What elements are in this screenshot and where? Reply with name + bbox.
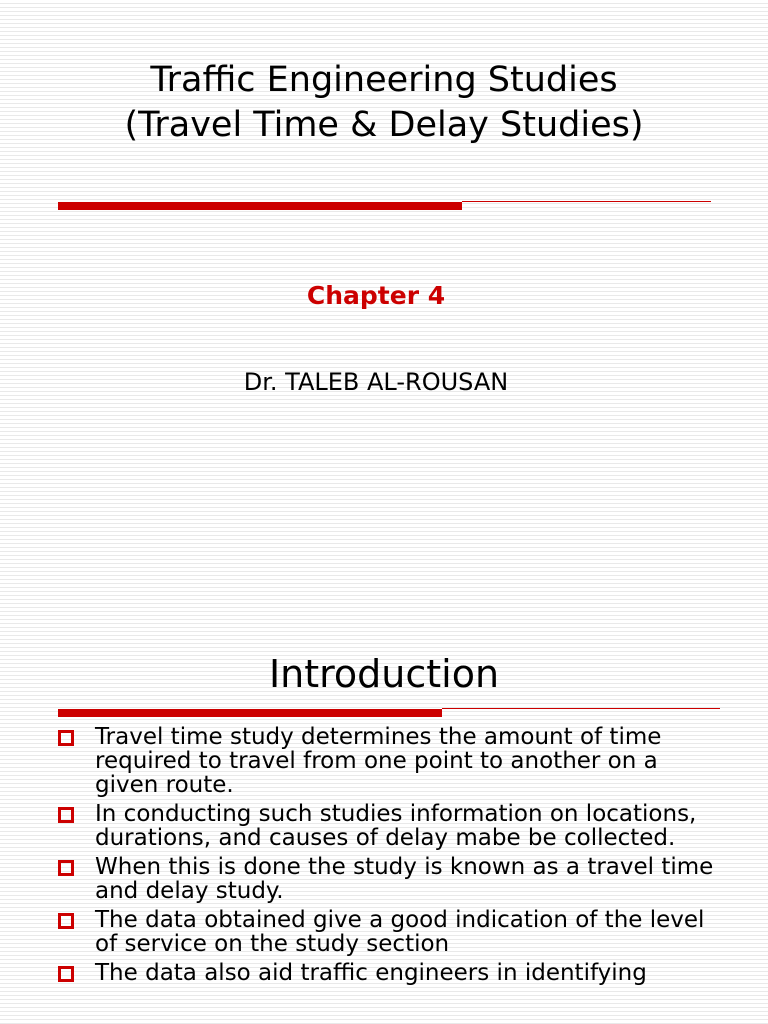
slide-title: [0, 58, 768, 148]
hollow-square-icon: [58, 730, 74, 746]
bullet-item: [54, 908, 724, 956]
slide-title-line-1: Traffic Engineering Studies: [150, 60, 618, 100]
chapter-label: Chapter 4: [306, 281, 446, 310]
bullet-text: The data also aid traffic engineers in identifying: [95, 960, 647, 986]
section-title: Introduction: [268, 652, 500, 696]
bullet-item: [54, 855, 724, 903]
section-divider-thick: [58, 709, 442, 717]
hollow-square-icon: [58, 860, 74, 876]
bullet-list: [54, 725, 724, 990]
hollow-square-icon: [58, 913, 74, 929]
title-divider-thick: [58, 202, 462, 210]
author-name: Dr. TALEB AL-ROUSAN: [243, 368, 509, 396]
title-divider-thin: [462, 201, 711, 202]
section-divider-thin: [442, 708, 720, 709]
bullet-text: When this is done the study is known as a travel time and delay study.: [95, 854, 714, 904]
hollow-square-icon: [58, 966, 74, 982]
slide-title-line-2: (Travel Time & Delay Studies): [124, 105, 644, 145]
bullet-item: [54, 725, 724, 797]
hollow-square-icon: [58, 807, 74, 823]
bullet-item: [54, 961, 724, 985]
bullet-text: In conducting such studies information on locations, durations, and causes of delay mabe be collected.: [95, 801, 697, 851]
bullet-text: The data obtained give a good indication of the level of service on the study section: [95, 907, 705, 957]
bullet-text: Travel time study determines the amount of time required to travel from one point to another on a given route.: [95, 724, 662, 798]
bullet-item: [54, 802, 724, 850]
